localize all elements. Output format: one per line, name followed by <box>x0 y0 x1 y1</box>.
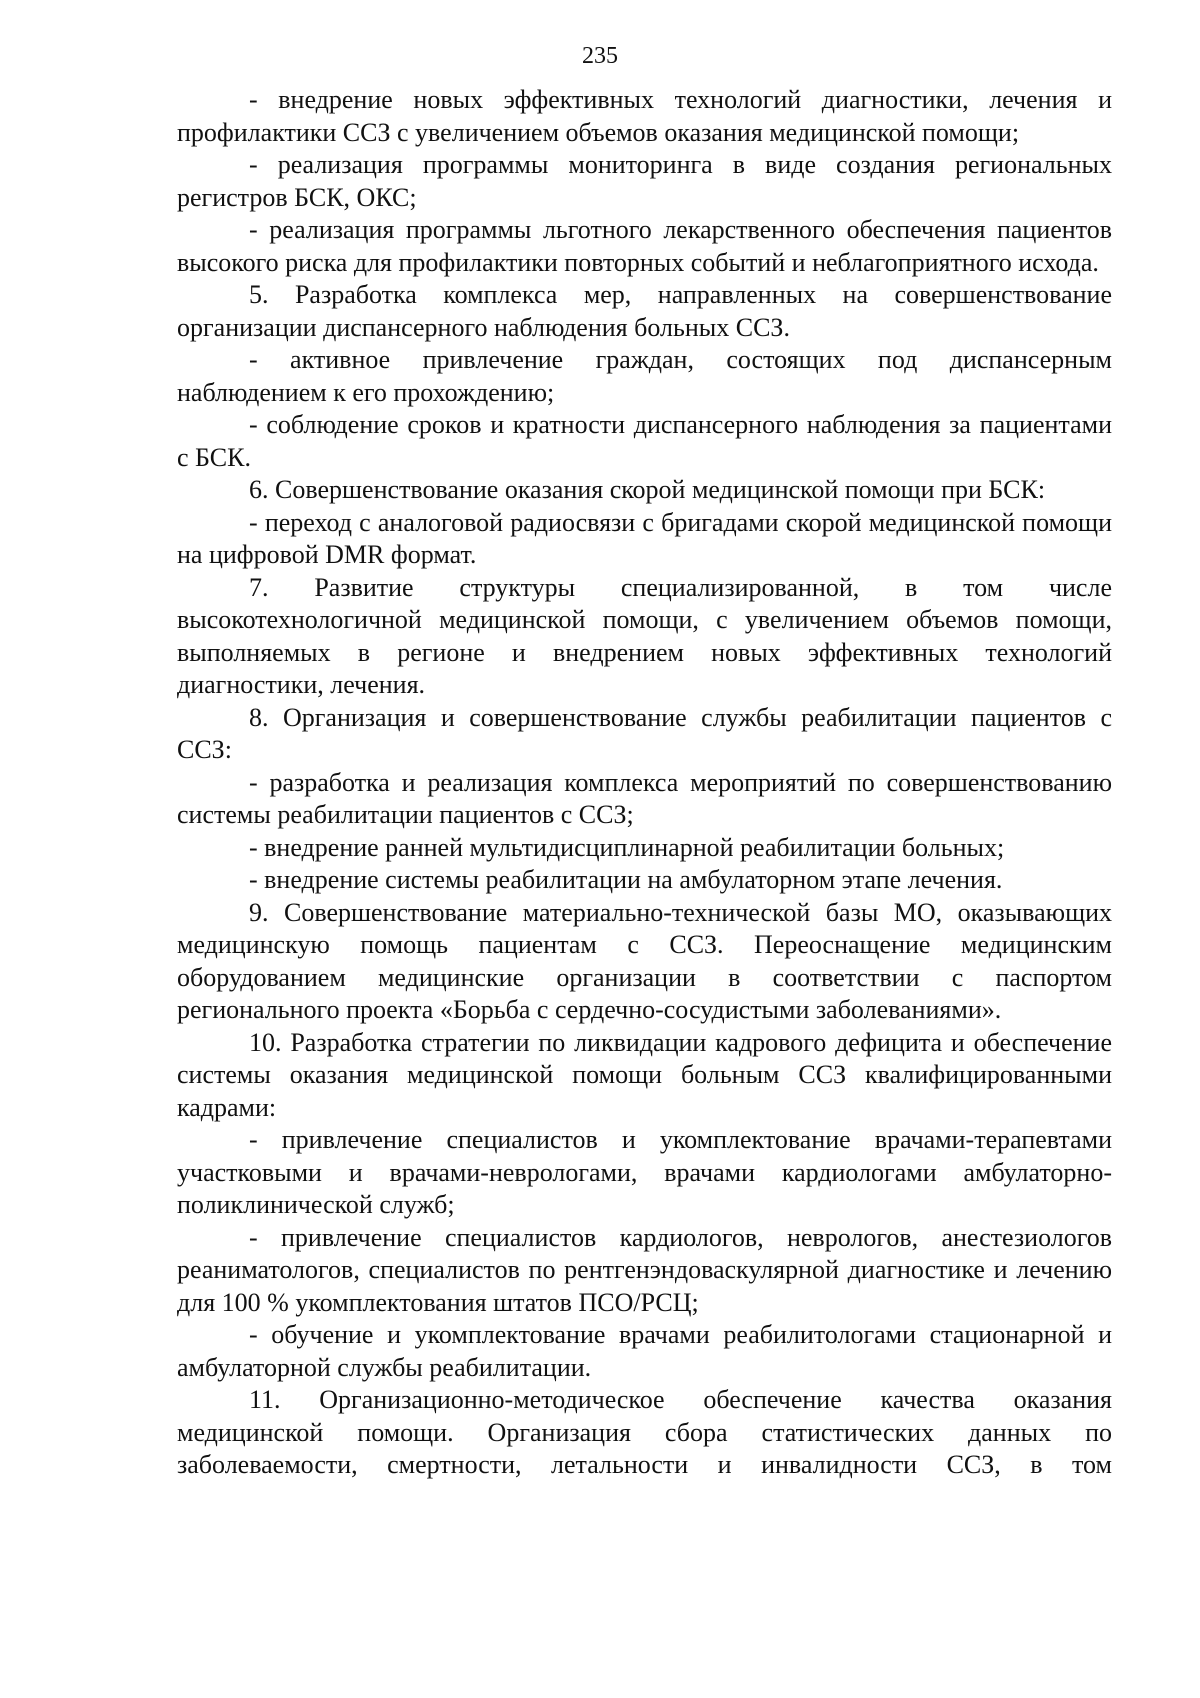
page-number: 235 <box>582 43 618 69</box>
paragraph: - внедрение новых эффективных технологий диагностики, лечения и профилактики ССЗ с увеличением объемов оказания медицинской помощи; <box>177 85 1112 147</box>
paragraph: - привлечение специалистов кардиологов, неврологов, анестезиологов реаниматологов, специалистов по рентгенэндоваскулярной диагностике и лечению для 100 % укомплектования штатов ПСО/РСЦ; <box>177 1222 1112 1317</box>
paragraph: 8. Организация и совершенствование службы реабилитации пациентов с ССЗ: <box>177 702 1112 764</box>
paragraph: - внедрение системы реабилитации на амбулаторном этапе лечения. <box>249 865 1003 894</box>
paragraph: 5. Разработка комплекса мер, направленных на совершенствование организации диспансерного наблюдения больных ССЗ. <box>177 280 1112 342</box>
paragraph: - внедрение ранней мультидисциплинарной реабилитации больных; <box>249 832 1005 862</box>
document-body <box>177 84 1112 1482</box>
paragraph: - переход с аналоговой радиосвязи с бригадами скорой медицинской помощи на цифровой DMR формат. <box>177 507 1112 569</box>
paragraph: 7. Развитие структуры специализированной, в том числе высокотехнологичной медицинской помощи, с увеличением объемов помощи, выполняемых в регионе и внедрением новых эффективных технологий диагностики, лечения. <box>177 572 1112 699</box>
paragraph: - соблюдение сроков и кратности диспансерного наблюдения за пациентами с БСК. <box>177 410 1112 472</box>
paragraph: - привлечение специалистов и укомплектование врачами-терапевтами участковыми и врачами-неврологами, врачами кардиологами амбулаторно-поликлинической служб; <box>177 1125 1112 1219</box>
paragraph: - разработка и реализация комплекса мероприятий по совершенствованию системы реабилитации пациентов с ССЗ; <box>177 767 1112 829</box>
paragraph: - обучение и укомплектование врачами реабилитологами стационарной и амбулаторной службы реабилитации. <box>177 1320 1112 1382</box>
paragraph: 6. Совершенствование оказания скорой медицинской помощи при БСК: <box>249 475 1046 504</box>
paragraph: 9. Совершенствование материально-технической базы МО, оказывающих медицинскую помощь пациентам с ССЗ. Переоснащение медицинским оборудованием медицинские организации в соответствии с паспортом регионального проекта «Борьба с сердечно-сосудистыми заболеваниями». <box>177 897 1112 1024</box>
paragraph: - реализация программы льготного лекарственного обеспечения пациентов высокого риска для профилактики повторных событий и неблагоприятного исхода. <box>177 215 1112 277</box>
paragraph: 11. Организационно-методическое обеспечение качества оказания медицинской помощи. Организация сбора статистических данных по заболеваемости, смертности, летальности и инвалидности ССЗ, в том <box>177 1385 1112 1479</box>
paragraph: - реализация программы мониторинга в виде создания региональных регистров БСК, ОКС; <box>177 150 1112 212</box>
paragraph: 10. Разработка стратегии по ликвидации кадрового дефицита и обеспечение системы оказания медицинской помощи больным ССЗ квалифицированными кадрами: <box>177 1027 1112 1122</box>
paragraph: - активное привлечение граждан, состоящих под диспансерным наблюдением к его прохождению; <box>177 345 1112 407</box>
